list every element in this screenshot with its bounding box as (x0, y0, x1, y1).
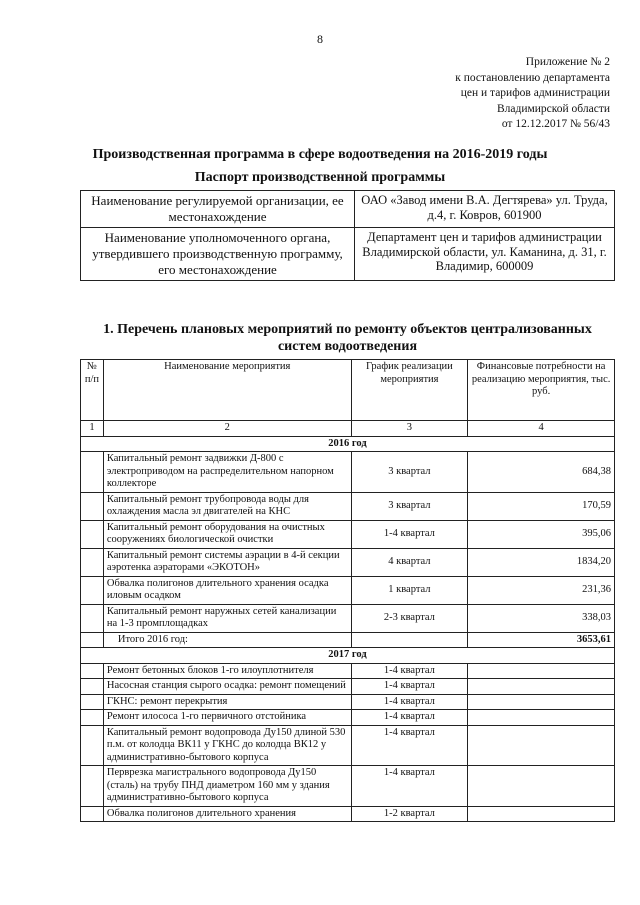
total-number (81, 632, 104, 648)
row-schedule: 3 квартал (351, 492, 468, 520)
row-cost: 684,38 (468, 452, 615, 493)
row-schedule: 3 квартал (351, 452, 468, 493)
row-cost: 1834,20 (468, 548, 615, 576)
table-row (81, 806, 615, 822)
row-cost (468, 694, 615, 710)
year-row (81, 648, 615, 664)
row-schedule: 1-4 квартал (351, 679, 468, 695)
passport-row (81, 191, 615, 228)
row-cost (468, 679, 615, 695)
table-row (81, 452, 615, 493)
row-name: Капитальный ремонт трубопровода воды для охлаждения масла эл двигателей на КНС (103, 492, 351, 520)
row-number (81, 725, 104, 766)
row-cost (468, 806, 615, 822)
row-schedule: 1 квартал (351, 576, 468, 604)
row-schedule: 1-4 квартал (351, 725, 468, 766)
document-subtitle: Паспорт производственной программы (194, 170, 446, 185)
column-number: 4 (468, 421, 615, 437)
row-cost: 338,03 (468, 604, 615, 632)
row-schedule: 1-4 квартал (351, 520, 468, 548)
row-name: Ремонт илососа 1-го первичного отстойника (103, 710, 351, 726)
row-number (81, 604, 104, 632)
row-number (81, 548, 104, 576)
table-header-row (81, 360, 615, 421)
row-number (81, 492, 104, 520)
row-name: Обвалка полигонов длительного хранения осадка иловым осадком (103, 576, 351, 604)
row-name: Капитальный ремонт наружных сетей канализации на 1-3 промплощадках (103, 604, 351, 632)
header-number: № п/п (81, 360, 104, 421)
header-schedule: График реализации мероприятия (351, 360, 468, 421)
row-number (81, 520, 104, 548)
row-number (81, 663, 104, 679)
row-name: Насосная станция сырого осадка: ремонт помещений (103, 679, 351, 695)
table-row (81, 725, 615, 766)
row-schedule: 1-4 квартал (351, 766, 468, 807)
passport-label: Наименование уполномоченного органа, утвердившего производственную программу, его местонахождение (81, 228, 355, 281)
page-number: 8 (317, 32, 323, 46)
row-name: Капитальный ремонт оборудования на очистных сооружениях биологической очистки (103, 520, 351, 548)
year-row (81, 436, 615, 452)
passport-value: ОАО «Завод имени В.А. Дегтярева» ул. Труда, д.4, г. Ковров, 601900 (355, 191, 615, 228)
row-cost (468, 766, 615, 807)
table-row (81, 520, 615, 548)
passport-row (81, 228, 615, 281)
row-number (81, 710, 104, 726)
table-row (81, 694, 615, 710)
appendix-line: цен и тарифов администрации (460, 87, 610, 99)
row-name: Перврезка магистрального водопровода Ду150 (сталь) на трубу ПНД диаметром 160 мм у здания административно-бытового корпуса (103, 766, 351, 807)
row-name: Капитальный ремонт задвижки Д-800 с электроприводом на распределительном напорном коллекторе (103, 452, 351, 493)
appendix-line: от 12.12.2017 № 56/43 (501, 118, 610, 130)
row-number (81, 766, 104, 807)
table-row (81, 663, 615, 679)
section-title: 1. Перечень плановых мероприятий по ремонту объектов централизованных систем водоотведения (103, 322, 592, 354)
passport-table (80, 190, 615, 281)
row-cost (468, 725, 615, 766)
row-name: Капитальный ремонт водопровода Ду150 длиной 530 п.м. от колодца ВК11 у ГКНС до колодца ВК12 у административно-бытового корпуса (103, 725, 351, 766)
row-number (81, 576, 104, 604)
row-schedule: 2-3 квартал (351, 604, 468, 632)
plan-table (80, 359, 615, 822)
rows-2016 (81, 452, 615, 633)
document-title: Производственная программа в сфере водоотведения на 2016-2019 годы (92, 147, 548, 162)
total-value: 3653,61 (468, 632, 615, 648)
row-cost (468, 710, 615, 726)
total-label: Итого 2016 год: (103, 632, 351, 648)
column-number: 1 (81, 421, 104, 437)
header-cost: Финансовые потребности на реализацию мероприятия, тыс. руб. (468, 360, 615, 421)
year-label-2016: 2016 год (81, 436, 615, 452)
row-schedule: 1-4 квартал (351, 694, 468, 710)
row-name: Обвалка полигонов длительного хранения (103, 806, 351, 822)
passport-label: Наименование регулируемой организации, ее местонахождение (81, 191, 355, 228)
row-cost: 231,36 (468, 576, 615, 604)
column-number-row (81, 421, 615, 437)
year-label-2017: 2017 год (81, 648, 615, 664)
row-number (81, 679, 104, 695)
header-name: Наименование мероприятия (103, 360, 351, 421)
table-row (81, 492, 615, 520)
row-schedule: 1-4 квартал (351, 710, 468, 726)
appendix-line: Приложение № 2 (525, 56, 610, 68)
appendix-block (390, 55, 610, 133)
table-row (81, 766, 615, 807)
table-row (81, 679, 615, 695)
row-schedule: 1-2 квартал (351, 806, 468, 822)
row-cost: 395,06 (468, 520, 615, 548)
row-number (81, 694, 104, 710)
total-schedule (351, 632, 468, 648)
row-name: Капитальный ремонт системы аэрации в 4-й секции аэротенка аэраторами «ЭКОТОН» (103, 548, 351, 576)
table-row (81, 548, 615, 576)
table-row (81, 710, 615, 726)
column-number: 2 (103, 421, 351, 437)
row-number (81, 806, 104, 822)
total-row (81, 632, 615, 648)
row-name: Ремонт бетонных блоков 1-го илоуплотнителя (103, 663, 351, 679)
passport-value: Департамент цен и тарифов администрации Владимирской области, ул. Каманина, д. 31, г. Владимир, 600009 (355, 228, 615, 281)
row-schedule: 4 квартал (351, 548, 468, 576)
row-cost (468, 663, 615, 679)
table-row (81, 604, 615, 632)
row-number (81, 452, 104, 493)
row-name: ГКНС: ремонт перекрытия (103, 694, 351, 710)
row-cost: 170,59 (468, 492, 615, 520)
rows-2017 (81, 663, 615, 822)
appendix-line: к постановлению департамента (455, 71, 610, 84)
table-row (81, 576, 615, 604)
row-schedule: 1-4 квартал (351, 663, 468, 679)
column-number: 3 (351, 421, 468, 437)
appendix-line: Владимирской области (496, 102, 610, 115)
